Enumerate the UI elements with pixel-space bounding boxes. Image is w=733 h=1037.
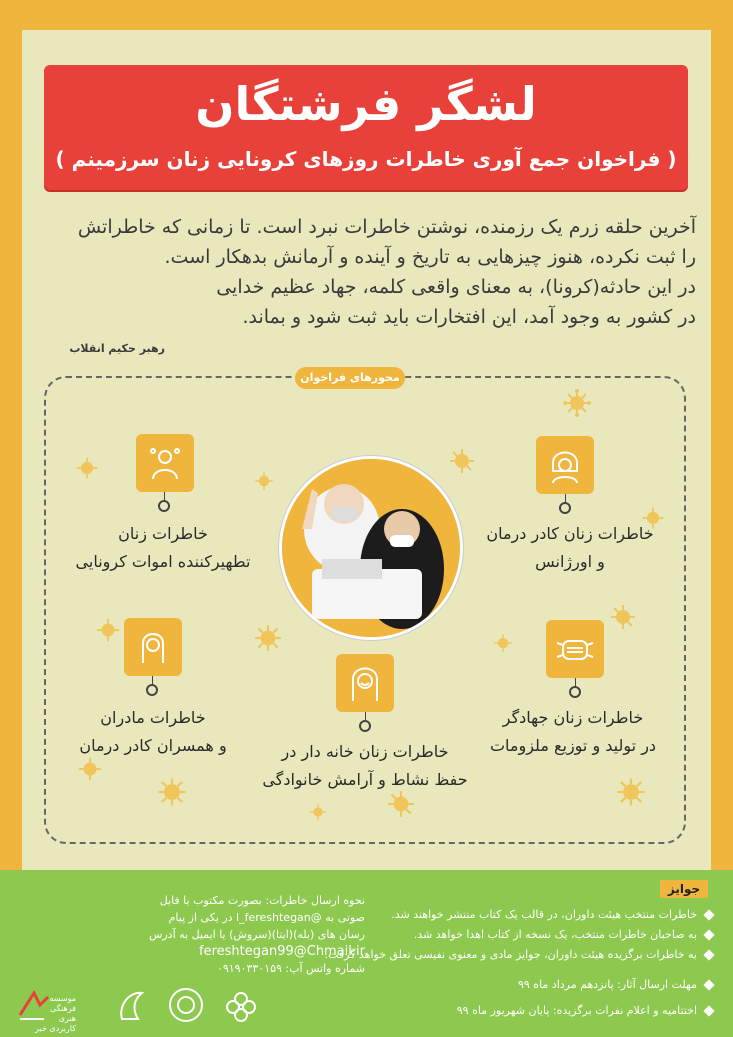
connector-pin: [559, 502, 571, 514]
virus-icon: [614, 775, 648, 809]
virus-icon: [155, 775, 189, 809]
virus-icon: [74, 455, 100, 481]
culture-center-logo: [164, 985, 208, 1029]
flower-logo: [219, 985, 263, 1029]
axis-line1: خاطرات مادران: [100, 708, 206, 727]
logo-caption: موسسه فرهنگی هنری کاربردی خبر: [35, 994, 76, 1033]
whatsapp-number: شماره واتس آپ: ۰۹۱۹۰۳۳۰۱۵۹: [216, 962, 365, 975]
connector-pin: [569, 686, 581, 698]
axis-label: [252, 738, 478, 794]
women-cleaning-icon: [136, 434, 194, 492]
closing-item: [383, 1001, 713, 1021]
axis-label: [58, 520, 268, 576]
bullet-icon: [703, 929, 714, 940]
award-text: خاطرات منتخب هیئت داوران، در قالب یک کتاب منتشر خواهند شد.: [391, 908, 697, 921]
quote-line: در کشور به وجود آمد، این افتخارات باید ثبت شود و بماند.: [242, 306, 696, 328]
axis-line2: و اورژانس: [535, 552, 605, 571]
quote-line: آخرین حلقه زرم یک رزمنده، نوشتن خاطرات نبرد است. تا زمانی که خاطراتش: [77, 216, 696, 238]
quote-author: رهبر حکیم انقلاب: [69, 342, 165, 355]
deadline-item: [383, 975, 713, 995]
submission-info: [35, 892, 365, 977]
face-mask-icon: [546, 620, 604, 678]
axis-line2: تطهیرکننده اموات کرونایی: [75, 552, 251, 571]
virus-icon: [492, 632, 514, 654]
award-text: به صاحبان خاطرات منتخب، یک نسخه از کتاب اهدا خواهد شد.: [413, 928, 697, 941]
virus-icon: [94, 616, 122, 644]
virus-icon: [253, 470, 275, 492]
bullet-icon: [703, 909, 714, 920]
connector-pin: [146, 684, 158, 696]
virus-icon: [308, 802, 328, 822]
send-line: رسان های (بله)(ایتا)(سروش) یا ایمیل به آدرس: [148, 928, 365, 941]
press-logo: [112, 985, 156, 1029]
virus-icon: [252, 622, 284, 654]
virus-icon: [608, 602, 638, 632]
axis-label: [470, 704, 676, 760]
axis-line1: خاطرات زنان: [118, 524, 208, 543]
closing-text: اختتامیه و اعلام نفرات برگزیده: پایان شهریور ماه ۹۹: [456, 1004, 697, 1017]
connector-pin: [158, 500, 170, 512]
virus-icon: [562, 388, 592, 418]
mother-hijab-icon: [124, 618, 182, 676]
axis-line1: خاطرات زنان خانه دار در: [281, 742, 449, 761]
axis-label: [470, 520, 670, 576]
leader-quote: [36, 212, 696, 332]
page-title: لشگر فرشتگان: [195, 77, 537, 131]
bullet-icon: [703, 979, 714, 990]
axes-label: محورهای فراخوان: [295, 367, 405, 389]
bullet-icon: [703, 1005, 714, 1016]
page-subtitle: ( فراخوان جمع آوری خاطرات روزهای کرونایی زنان سرزمینم ): [55, 147, 677, 171]
send-line: نحوه ارسال خاطرات: بصورت مکتوب یا فایل: [159, 894, 365, 907]
axis-line2: در تولید و توزیع ملزومات: [489, 736, 657, 755]
axis-line1: خاطرات زنان جهادگر: [502, 708, 644, 727]
quote-line: را ثبت نکرده، هنوز چیزهایی به تاریخ و آینده و آرمانش بدهکار است.: [164, 246, 696, 268]
award-item: [383, 905, 713, 925]
title-banner: [44, 65, 688, 190]
virus-icon: [447, 446, 477, 476]
axis-line2: حفظ نشاط و آرامش خانوادگی: [262, 770, 468, 789]
awards-list: [324, 905, 713, 1021]
email-address[interactable]: fereshtegan99@Chmail.ir: [199, 944, 365, 959]
axis-label: [58, 704, 248, 760]
award-item: [324, 945, 713, 965]
connector-pin: [359, 720, 371, 732]
nurses-photo-illustration: [282, 459, 460, 637]
bullet-icon: [703, 949, 714, 960]
nurse-face-shield-icon: [536, 436, 594, 494]
award-text: به خاطرات برگزیده هیئت داوران، جوایز مادی و معنوی نفیسی تعلق خواهد گرفت.: [324, 948, 697, 961]
quote-line: در این حادثه(کرونا)، به معنای واقعی کلمه، جهاد عظیم خدایی: [216, 276, 696, 298]
axis-line1: خاطرات زنان کادر درمان: [486, 524, 654, 543]
axis-line2: و همسران کادر درمان: [79, 736, 227, 755]
deadline-text: مهلت ارسال آثار: پانزدهم مرداد ماه ۹۹: [517, 978, 697, 991]
send-line: صوتی به @l_fereshtegan در یکی از پیام: [168, 911, 365, 924]
award-item: [383, 925, 713, 945]
nurses-sewing-photo: [279, 456, 463, 640]
awards-label: جوایز: [660, 880, 708, 898]
housewife-icon: [336, 654, 394, 712]
